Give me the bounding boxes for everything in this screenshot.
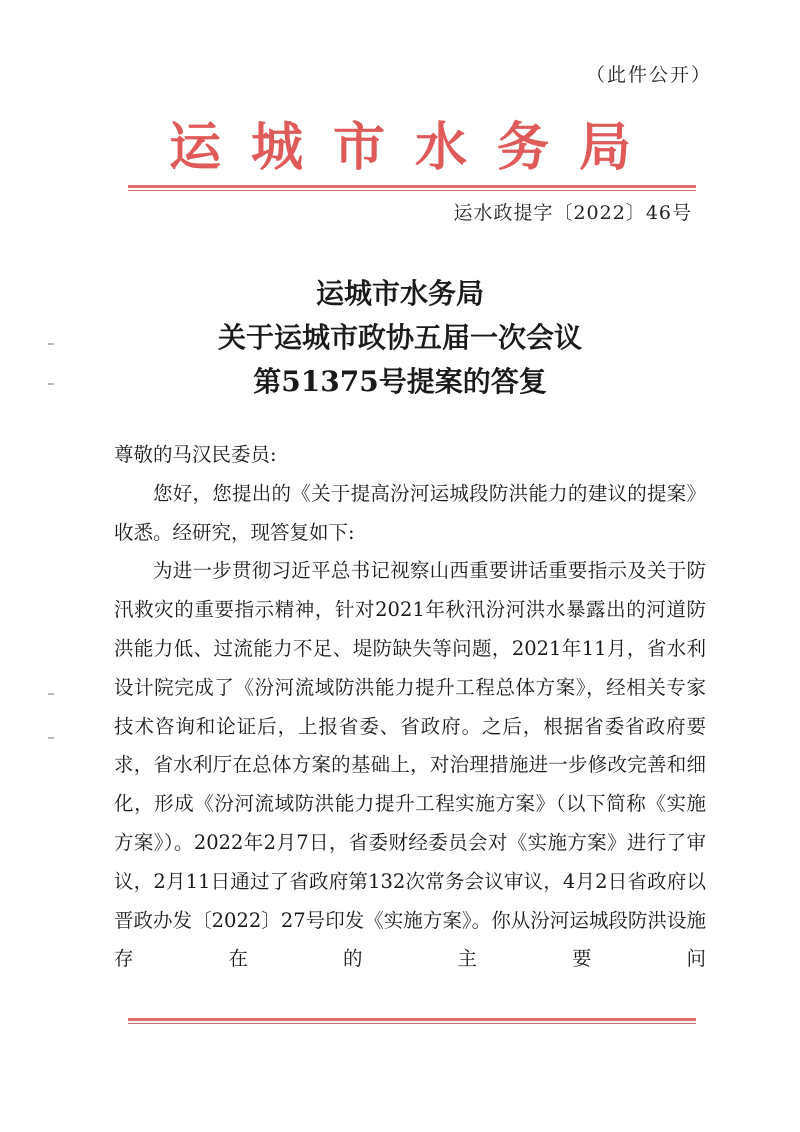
title-line-3: 第51375号提案的答复 [253,365,547,398]
paragraph-greeting: 您好，您提出的《关于提高汾河运城段防洪能力的建议的提案》收悉。经研究，现答复如下: [114,481,706,544]
footer-red-rule-thin [128,1023,696,1024]
document-body [114,436,706,979]
title-line-1: 运城市水务局 [315,277,484,310]
title-line-2: 关于运城市政协五届一次会议 [217,321,582,354]
header-red-rule-thick [128,185,696,188]
scan-edge-mark [48,343,54,345]
scan-edge-mark [48,737,54,739]
footer-red-rule-thick [128,1018,696,1021]
paragraph-main: 为进一步贯彻习近平总书记视察山西重要讲话重要指示及关于防汛救灾的重要指示精神，针对2021年秋汛汾河洪水暴露出的河道防洪能力低、过流能力不足、堤防缺失等问题，2021年11月，省水利设计院完成了《汾河流域防洪能力提升工程总体方案》，经相关专家技术咨询和论证后，上报省委、省政府。之后，根据省委省政府要求，省水利厅在总体方案的基础上，对治理措施进一步修改完善和细化，形成《汾河流域防洪能力提升工程实施方案》（以下简称《实施方案》）。2022年2月7日，省委财经委员会对《实施方案》进行了审议，2月11日通过了省政府第132次常务会议审议，4月2日省政府以晋政办发〔2022〕27号印发《实施方案》。你从汾河运城段防洪设施存在的主要问 [114,559,706,971]
document-number: 运水政提字〔2022〕46号 [453,202,692,224]
issuer-masthead: 运城市水务局 [168,117,661,178]
scan-edge-mark [48,693,54,695]
public-disclosure-tag: （此件公开） [585,64,712,86]
header-red-rule-thin [128,190,696,191]
scan-edge-mark [48,383,54,385]
document-title [0,272,800,404]
salutation: 尊敬的马汉民委员: [114,443,277,466]
